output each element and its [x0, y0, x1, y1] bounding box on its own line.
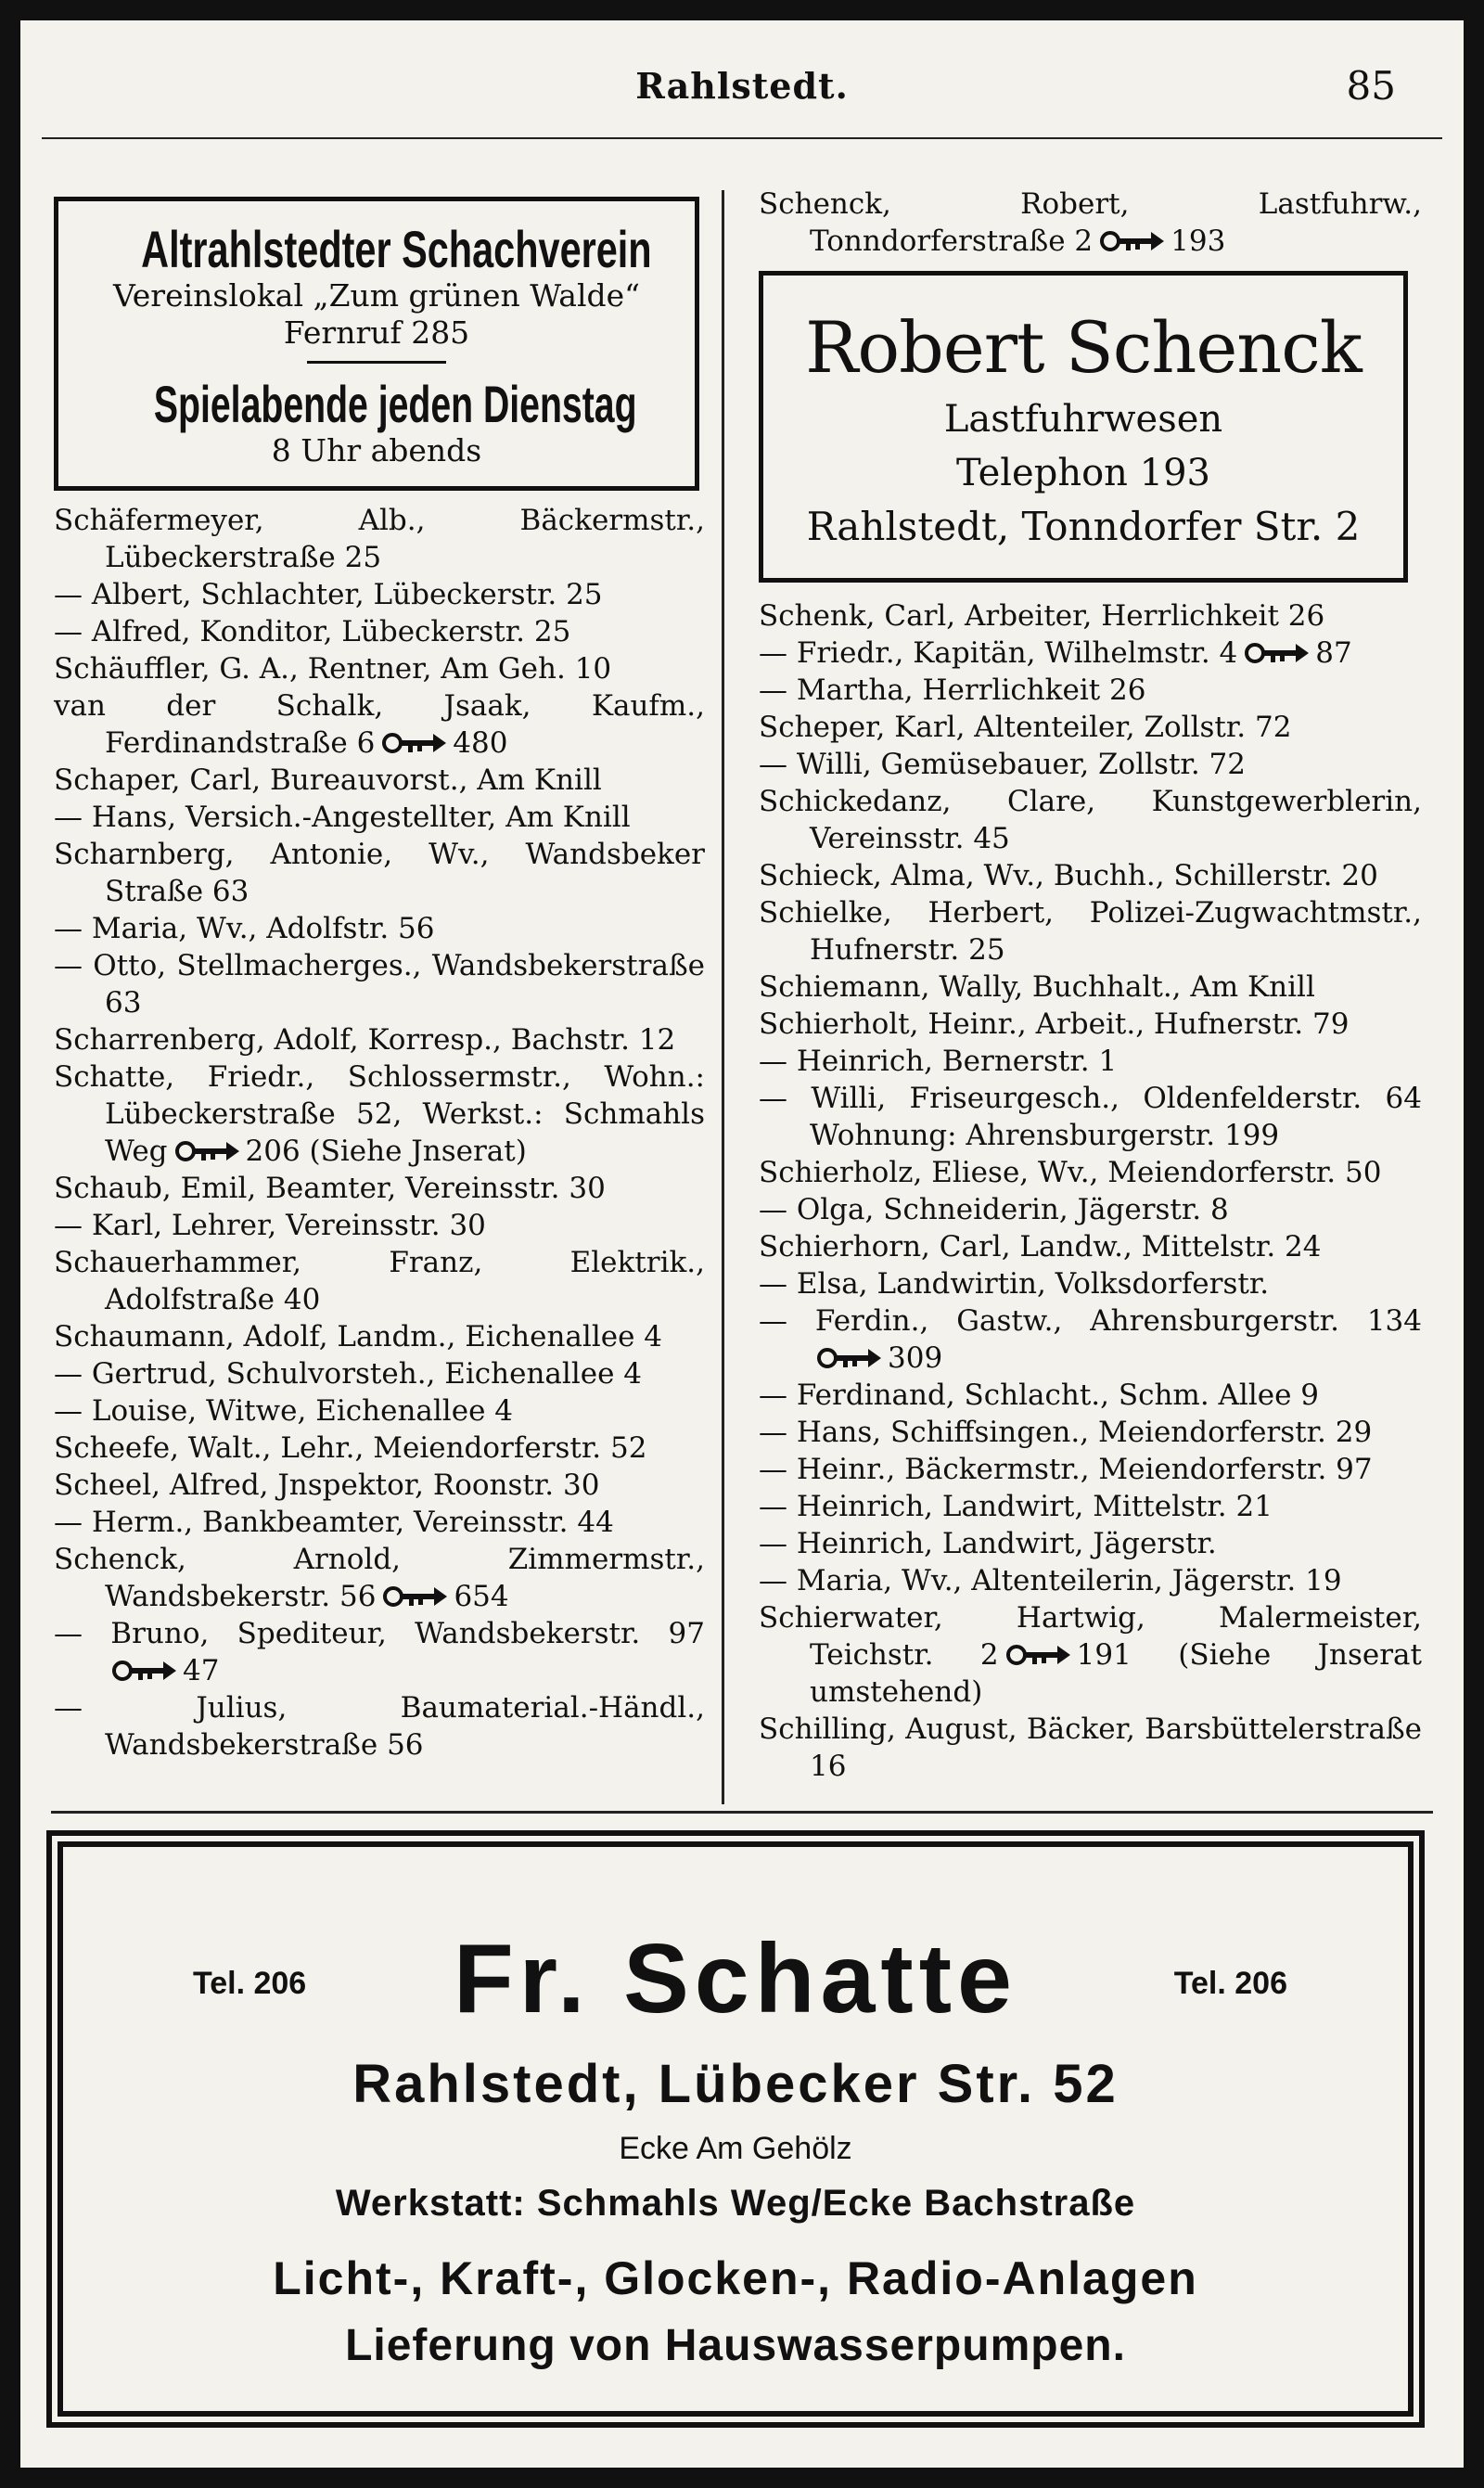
telephone-key-icon — [381, 1584, 448, 1609]
entry-text: — Willi, Gemüsebauer, Zollstr. 72 — [759, 748, 1246, 781]
entry-text: — Heinrich, Landwirt, Mittelstr. 21 — [759, 1490, 1273, 1523]
telephone-key-icon — [1004, 1643, 1071, 1667]
schatte-ad-corner: Ecke Am Gehölz — [619, 2131, 852, 2166]
entry-phone: 206 (Siehe Jnserat) — [245, 1135, 527, 1168]
directory-entry — [759, 186, 1422, 260]
chess-club-title: Altrahlstedter Schachverein — [141, 220, 652, 278]
directory-entry — [54, 1244, 705, 1318]
entry-text: Schierwater, Hartwig, Malermeister, Teichstr. 2 — [759, 1601, 1422, 1672]
schatte-tel-left: Tel. 206 — [193, 1966, 307, 2001]
directory-entry — [54, 1467, 705, 1504]
left-column — [54, 197, 705, 1763]
entry-text: Schaub, Emil, Beamter, Vereinsstr. 30 — [54, 1172, 606, 1205]
schatte-ad-pumps: Lieferung von Hauswasserpumpen. — [345, 2321, 1126, 2370]
entry-phone: 654 — [454, 1580, 509, 1613]
directory-entry — [759, 672, 1422, 709]
entry-text: van der Schalk, Jsaak, Kaufm., Ferdinandstraße 6 — [54, 689, 705, 760]
page-header-title: Rahlstedt. — [635, 65, 849, 107]
schenck-ad-address: Rahlstedt, Tonndorfer Str. 2 — [806, 504, 1361, 549]
right-column — [759, 186, 1422, 1785]
directory-entry — [759, 894, 1422, 968]
entry-text: — Heinrich, Landwirt, Jägerstr. — [759, 1527, 1217, 1560]
header-rule — [42, 137, 1442, 139]
telephone-key-icon — [1098, 229, 1165, 253]
entry-phone: 309 — [888, 1341, 943, 1375]
schatte-tel-right: Tel. 206 — [1173, 1966, 1287, 2001]
entry-text: Schenck, Arnold, Zimmermstr., Wandsbekerstr. 56 — [54, 1543, 705, 1613]
bottom-rule — [51, 1811, 1433, 1814]
entry-phone: 480 — [453, 726, 508, 760]
entry-text: Schiemann, Wally, Buchhalt., Am Knill — [759, 970, 1315, 1004]
entry-text: Schaper, Carl, Bureauvorst., Am Knill — [54, 763, 602, 797]
schenck-ad-phone: Telephon 193 — [956, 452, 1210, 494]
directory-entry — [759, 1414, 1422, 1451]
directory-entry — [54, 1541, 705, 1615]
directory-entry — [54, 947, 705, 1021]
entry-text: — Albert, Schlachter, Lübeckerstr. 25 — [54, 578, 603, 611]
entry-text: Schaumann, Adolf, Landm., Eichenallee 4 — [54, 1320, 663, 1353]
directory-entry — [54, 576, 705, 613]
entry-text: — Martha, Herrlichkeit 26 — [759, 673, 1146, 707]
schatte-ad-address: Rahlstedt, Lübecker Str. 52 — [352, 2054, 1119, 2114]
directory-entry — [759, 1525, 1422, 1562]
telephone-key-icon — [815, 1346, 882, 1370]
entry-text: Schierholz, Eliese, Wv., Meiendorferstr. 50 — [759, 1156, 1382, 1189]
telephone-key-icon — [173, 1139, 240, 1163]
schatte-ad-name: Fr. Schatte — [454, 1924, 1017, 2033]
chess-club-ad — [54, 197, 699, 491]
directory-entry — [759, 1302, 1422, 1377]
entry-text: — Olga, Schneiderin, Jägerstr. 8 — [759, 1193, 1229, 1226]
directory-entry — [759, 857, 1422, 894]
entry-phone: 193 — [1171, 224, 1226, 258]
schatte-ad — [58, 1841, 1414, 2417]
directory-entry — [759, 1043, 1422, 1080]
directory-entry — [759, 1080, 1422, 1154]
directory-entry — [759, 746, 1422, 783]
directory-entry — [54, 1392, 705, 1430]
chess-club-slogan: Spielabende jeden Dienstag — [153, 375, 637, 433]
directory-entry — [54, 1207, 705, 1244]
entry-text: — Maria, Wv., Adolfstr. 56 — [54, 912, 435, 945]
entry-text: — Gertrud, Schulvorsteh., Eichenallee 4 — [54, 1357, 643, 1391]
directory-entry — [54, 1689, 705, 1763]
schatte-ad-services: Licht-, Kraft-, Glocken-, Radio-Anlagen — [273, 2252, 1198, 2304]
chess-club-divider — [307, 361, 446, 364]
directory-entry — [759, 1451, 1422, 1488]
entry-text: Schielke, Herbert, Polizei-Zugwachtmstr., Hufnerstr. 25 — [759, 896, 1422, 967]
directory-entry — [54, 799, 705, 836]
entry-text: Schauerhammer, Franz, Elektrik., Adolfstraße 40 — [54, 1246, 705, 1316]
chess-club-venue: Vereinslokal „Zum grünen Walde“ — [112, 277, 641, 314]
entry-text: Schäuffler, G. A., Rentner, Am Geh. 10 — [54, 652, 612, 686]
directory-entry — [759, 1006, 1422, 1043]
entry-text: Scharnberg, Antonie, Wv., Wandsbeker Straße 63 — [54, 838, 705, 908]
entry-text: — Ferdin., Gastw., Ahrensburgerstr. 134 — [759, 1304, 1422, 1338]
directory-entry — [759, 1377, 1422, 1414]
entry-text: Schickedanz, Clare, Kunstgewerblerin, Vereinsstr. 45 — [759, 785, 1422, 855]
entry-text: Schäfermeyer, Alb., Bäckermstr., Lübeckerstraße 25 — [54, 504, 705, 574]
directory-entry — [759, 1488, 1422, 1525]
left-entry-list — [54, 502, 705, 1763]
right-entry-list — [759, 597, 1422, 1785]
entry-text: Schatte, Friedr., Schlossermstr., Wohn.: Lübeckerstraße 52, Werkst.: Schmahls Weg — [54, 1060, 705, 1168]
directory-entry — [54, 1504, 705, 1541]
directory-entry — [759, 635, 1422, 672]
directory-entry — [759, 1191, 1422, 1228]
entry-text: Schenck, Robert, Lastfuhrw., Tonndorferstraße 2 — [759, 187, 1422, 258]
directory-entry — [759, 1711, 1422, 1785]
entry-text: — Louise, Witwe, Eichenallee 4 — [54, 1394, 513, 1428]
entry-text: — Karl, Lehrer, Vereinsstr. 30 — [54, 1209, 486, 1242]
entry-text: — Elsa, Landwirtin, Volksdorferstr. — [759, 1267, 1270, 1301]
directory-entry — [54, 1355, 705, 1392]
schenck-ad-business: Lastfuhrwesen — [943, 398, 1223, 441]
entry-text: Schierhorn, Carl, Landw., Mittelstr. 24 — [759, 1230, 1322, 1263]
directory-entry — [54, 1318, 705, 1355]
entry-text: — Friedr., Kapitän, Wilhelmstr. 4 — [759, 636, 1238, 670]
entry-text: — Heinr., Bäckermstr., Meiendorferstr. 97 — [759, 1453, 1373, 1486]
entry-text: Schierholt, Heinr., Arbeit., Hufnerstr. 79 — [759, 1007, 1350, 1041]
entry-text: — Heinrich, Bernerstr. 1 — [759, 1045, 1118, 1078]
entry-text: Scheel, Alfred, Jnspektor, Roonstr. 30 — [54, 1468, 600, 1502]
entry-text: — Willi, Friseurgesch., Oldenfelderstr. 64 Wohnung: Ahrensburgerstr. 199 — [759, 1082, 1422, 1152]
schatte-ad-workshop: Werkstatt: Schmahls Weg/Ecke Bachstraße — [335, 2183, 1136, 2224]
directory-entry — [759, 1265, 1422, 1302]
telephone-key-icon — [380, 731, 447, 755]
entry-text: Schenk, Carl, Arbeiter, Herrlichkeit 26 — [759, 599, 1325, 633]
entry-text: Scharrenberg, Adolf, Korresp., Bachstr. 12 — [54, 1023, 676, 1057]
directory-entry — [54, 650, 705, 687]
entry-phone: 47 — [183, 1654, 220, 1687]
directory-entry — [54, 502, 705, 576]
entry-text: — Alfred, Konditor, Lübeckerstr. 25 — [54, 615, 571, 648]
entry-text: — Hans, Schiffsingen., Meiendorferstr. 29 — [759, 1416, 1373, 1449]
directory-entry — [54, 1170, 705, 1207]
schenck-ad-name: Robert Schenck — [805, 306, 1362, 389]
chess-club-phone: Fernruf 285 — [283, 314, 470, 351]
entry-text: Schilling, August, Bäcker, Barsbüttelerstraße 16 — [759, 1712, 1422, 1783]
directory-entry — [54, 1021, 705, 1058]
directory-entry — [54, 836, 705, 910]
directory-entry — [54, 1058, 705, 1170]
directory-entry — [759, 597, 1422, 635]
entry-text: Scheper, Karl, Altenteiler, Zollstr. 72 — [759, 711, 1292, 744]
directory-entry — [759, 968, 1422, 1006]
directory-entry — [54, 1430, 705, 1467]
telephone-key-icon — [110, 1659, 177, 1683]
telephone-key-icon — [1243, 641, 1310, 665]
directory-entry — [759, 1599, 1422, 1711]
entry-phone: 191 (Siehe Jnserat umstehend) — [810, 1638, 1422, 1709]
entry-text: — Maria, Wv., Altenteilerin, Jägerstr. 19 — [759, 1564, 1342, 1597]
entry-text: — Hans, Versich.-Angestellter, Am Knill — [54, 801, 631, 834]
entry-text: — Bruno, Spediteur, Wandsbekerstr. 97 — [54, 1617, 705, 1650]
page-number: 85 — [1346, 63, 1396, 109]
directory-entry — [54, 910, 705, 947]
directory-entry — [759, 1228, 1422, 1265]
entry-text: Scheefe, Walt., Lehr., Meiendorferstr. 52 — [54, 1431, 647, 1465]
right-entry-list-top — [759, 186, 1422, 260]
directory-entry — [759, 709, 1422, 746]
directory-entry — [54, 762, 705, 799]
entry-text: — Otto, Stellmacherges., Wandsbekerstraße 63 — [54, 949, 705, 1020]
column-divider — [722, 190, 724, 1804]
directory-entry — [759, 1562, 1422, 1599]
entry-text: Schieck, Alma, Wv., Buchh., Schillerstr. 20 — [759, 859, 1378, 892]
directory-entry — [54, 1615, 705, 1689]
directory-entry — [759, 1154, 1422, 1191]
directory-entry — [54, 613, 705, 650]
directory-entry — [54, 687, 705, 762]
entry-text: — Herm., Bankbeamter, Vereinsstr. 44 — [54, 1506, 614, 1539]
chess-club-time: 8 Uhr abends — [271, 432, 482, 468]
entry-text: — Ferdinand, Schlacht., Schm. Allee 9 — [759, 1379, 1320, 1412]
entry-text: — Julius, Baumaterial.-Händl., Wandsbekerstraße 56 — [54, 1691, 705, 1762]
entry-phone: 87 — [1315, 636, 1352, 670]
directory-entry — [759, 783, 1422, 857]
schenck-ad — [759, 271, 1408, 583]
